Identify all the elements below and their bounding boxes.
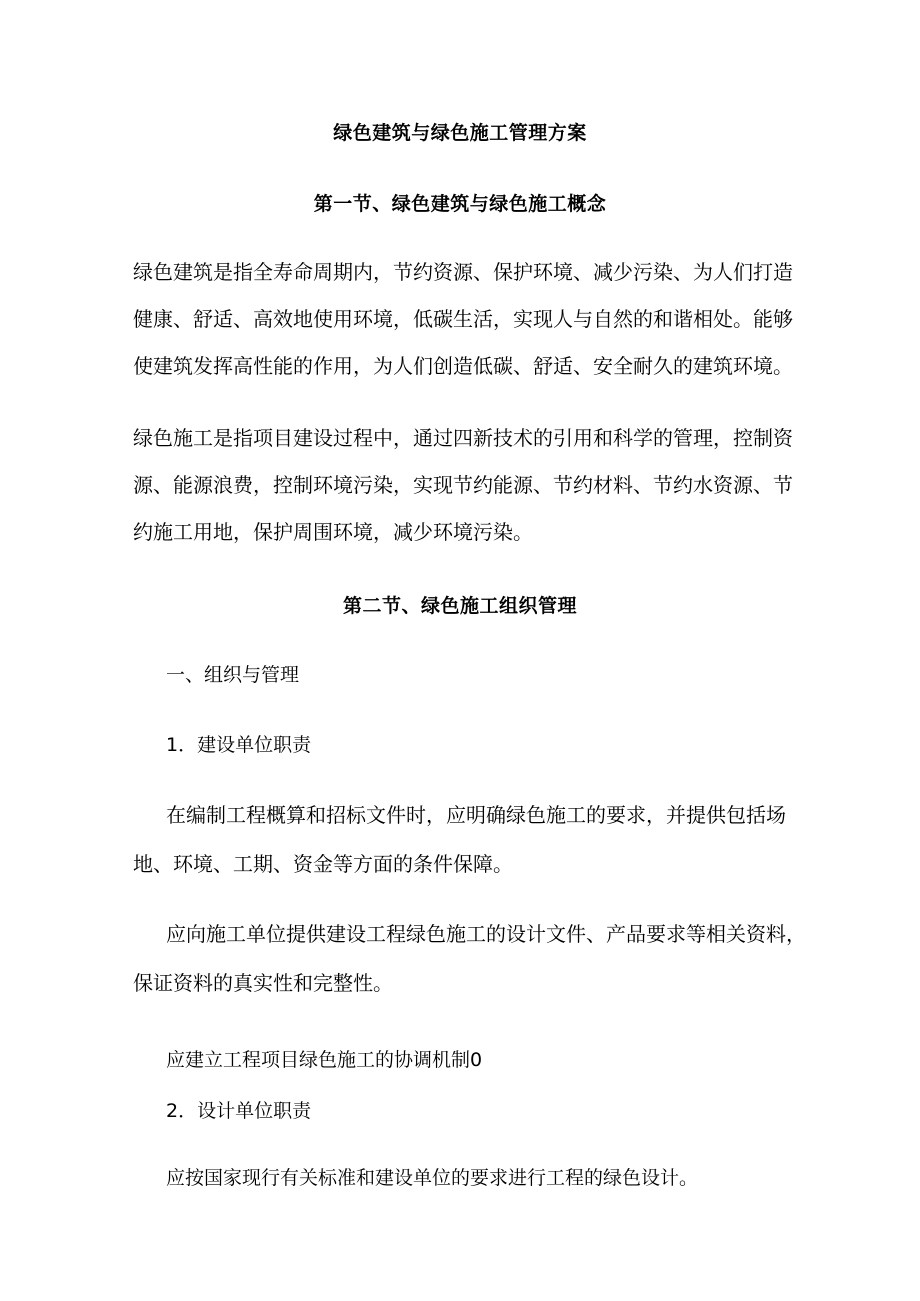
item-2-heading: 2．设计单位职责: [166, 1100, 312, 1122]
paragraph-line: 使建筑发挥高性能的作用，为人们创造低碳、舒适、安全耐久的建筑环境。: [133, 354, 793, 378]
item-1-paragraph-3: 应建立工程项目绿色施工的协调机制0: [166, 1049, 483, 1071]
paragraph-line: 健康、舒适、高效地使用环境，低碳生活，实现人与自然的和谐相处。能够: [133, 307, 793, 331]
section-2-heading: 第二节、绿色施工组织管理: [342, 595, 577, 617]
paragraph-line: 绿色建筑是指全寿命周期内，节约资源、保护环境、减少污染、为人们打造: [133, 260, 793, 284]
section-1-heading: 第一节、绿色建筑与绿色施工概念: [313, 193, 607, 215]
paragraph-line: 在编制工程概算和招标文件时，应明确绿色施工的要求，并提供包括场: [166, 803, 786, 827]
paragraph-line: 绿色施工是指项目建设过程中，通过四新技术的引用和科学的管理，控制资: [133, 426, 793, 450]
paragraph-line: 保证资料的真实性和完整性。: [133, 971, 393, 995]
subsection-heading: 一、组织与管理: [166, 664, 300, 686]
item-1-heading: 1．建设单位职责: [166, 734, 312, 756]
item-2-paragraph-1: 应按国家现行有关标准和建设单位的要求进行工程的绿色设计。: [166, 1167, 699, 1189]
section-1-paragraph-2: [133, 415, 803, 556]
paragraph-line: 应向施工单位提供建设工程绿色施工的设计文件、产品要求等相关资料，: [166, 922, 806, 946]
item-1-paragraph-2: [133, 910, 806, 1008]
item-1-paragraph-1: [133, 791, 803, 889]
paragraph-line: 地、环境、工期、资金等方面的条件保障。: [133, 852, 513, 876]
paragraph-line: 源、能源浪费，控制环境污染，实现节约能源、节约材料、节约水资源、节: [133, 473, 793, 497]
paragraph-line: 约施工用地，保护周围环境，减少环境污染。: [133, 520, 533, 544]
section-1-paragraph-1: [133, 249, 803, 390]
document-title: 绿色建筑与绿色施工管理方案: [333, 122, 587, 144]
